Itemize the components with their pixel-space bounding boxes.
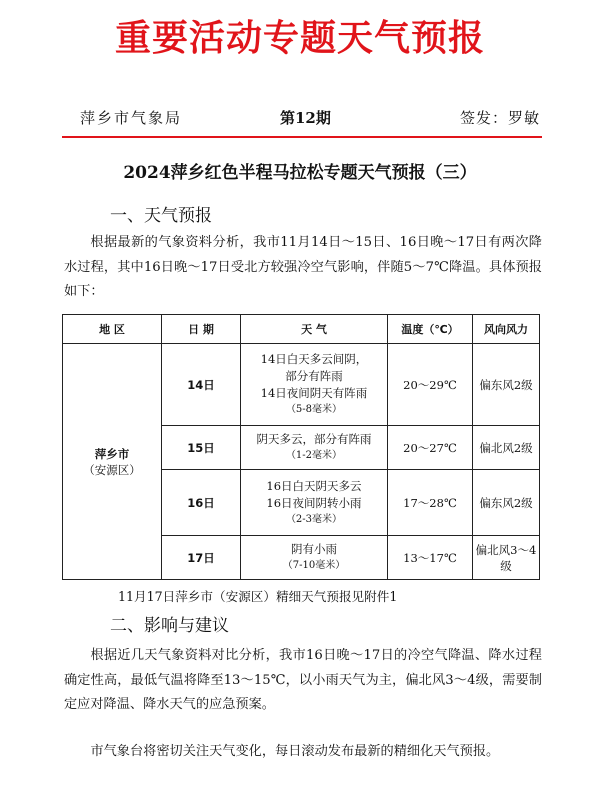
wind-cell: 偏东风2级 [473,344,540,426]
weather-line: 16日白天阴天多云 [266,478,362,493]
section2-heading: 二、影响与建议 [110,616,229,636]
table-header-row [63,315,540,344]
region-name: 萍乡市 [94,446,130,461]
wind-cell: 偏北风3～4级 [473,536,540,580]
weather-cell [241,536,388,580]
weather-cell [241,426,388,470]
issue-number: 第12期 [280,109,331,127]
date-cell: 17日 [162,536,241,580]
header-temp: 温度（℃） [388,315,473,344]
weather-line: 阴天多云，部分有阵雨 [256,432,372,446]
section1-heading: 一、天气预报 [110,206,212,226]
header-date: 日 期 [162,315,241,344]
section1-paragraph: 根据最新的气象资料分析，我市11月14日～15日、16日晚～17日有两次降水过程，其中16日晚～17日受北方较强冷空气影响，伴随5～7℃降温。具体预报如下： [64,235,542,299]
temp-cell: 20～29℃ [388,344,473,426]
header-region: 地 区 [63,315,162,344]
rainfall-amount: （2-3毫米） [285,513,343,525]
date-cell: 16日 [162,470,241,536]
section2-paragraph-1: 根据近几天气象资料对比分析，我市16日晚～17日的冷空气降温、降水过程确定性高，最低气温将降至13～15℃，以小雨天气为主，偏北风3～4级，需要制定应对降温、降水天气的应急预案。 [64,648,542,712]
date-cell: 15日 [162,426,241,470]
issue-info-row [80,107,540,129]
section2-paragraph-2: 市气象台将密切关注天气变化，每日滚动发布最新的精细化天气预报。 [90,744,500,759]
signer: 签发：罗敏 [459,109,540,127]
forecast-table [62,314,540,580]
issuing-org: 萍乡市气象局 [80,109,183,127]
rainfall-amount: （1-2毫米） [285,450,343,461]
temp-cell: 13～17℃ [388,536,473,580]
document-title: 2024萍乡红色半程马拉松专题天气预报（三） [123,163,477,183]
region-cell [63,344,162,580]
table-row [63,344,540,426]
date-cell: 14日 [162,344,241,426]
wind-cell: 偏北风2级 [473,426,540,470]
weather-line: 16日夜间阴转小雨 [266,495,362,510]
rainfall-amount: （7-10毫米） [282,560,346,571]
weather-line: 14日夜间阴天有阵雨 [260,386,368,400]
weather-cell [241,470,388,536]
weather-line: 阴有小雨 [291,542,337,556]
masthead-title: 重要活动专题天气预报 [114,18,485,59]
rainfall-amount: （5-8毫米） [285,404,343,415]
header-weather: 天 气 [241,315,388,344]
red-divider [62,136,542,138]
temp-cell: 17～28℃ [388,470,473,536]
region-sub: （安源区） [83,462,141,477]
weather-line: 14日白天多云间阴， [260,352,368,366]
temp-cell: 20～27℃ [388,426,473,470]
weather-line: 部分有阵雨 [285,369,343,383]
wind-cell: 偏东风2级 [473,470,540,536]
weather-cell [241,344,388,426]
header-wind: 风向风力 [473,315,540,344]
attachment-note: 11月17日萍乡市（安源区）精细天气预报见附件1 [118,589,398,604]
